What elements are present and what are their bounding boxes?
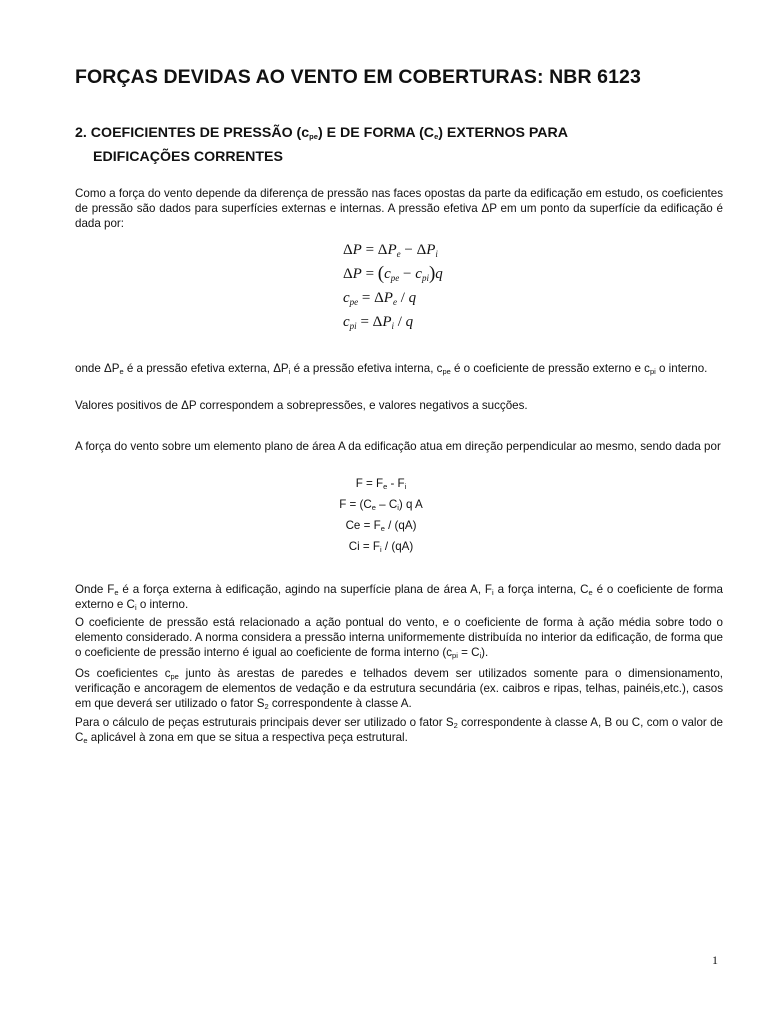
pressure-formulas: [343, 238, 443, 334]
paragraph-intro: Como a força do vento depende da diferença de pressão nas faces opostas da parte da edificação em estudo, os coeficientes de pressão são dados para superfícies externas e internas. A pressão efetiva ΔP em um ponto da superfície da edificação é dada por:: [75, 187, 723, 230]
subscript: pe: [309, 132, 318, 141]
formula-delta-p: $\Delta P = \Delta P_e - \Delta P_i$: [343, 242, 438, 259]
force-formulas: [300, 473, 462, 557]
paragraph-edges: Os coeficientes $c_{pe}$ junto às arestas de paredes e telhados devem ser utilizados somente para o dimensionamento, verificação e ancoragem de elementos de vedação e da estrutura secundária (ex. caibros e ripas, telhas, painéis,etc.), casos em que deverá ser utilizado o fator $S_2$ correspondente à classe A.: [75, 667, 724, 711]
subscript: e: [434, 132, 439, 141]
paragraph-force: A força do vento sobre um elemento plano de área A da edificação atua em direção perpendicular ao mesmo, sendo dada por: [75, 440, 721, 453]
page-number: 1: [712, 953, 718, 967]
formula-cpi: $c_{pi} = \Delta P_i / q$: [343, 314, 414, 331]
formula-cpe: $c_{pe} = \Delta P_e / q$: [343, 290, 417, 307]
section-number: 2.: [75, 125, 87, 141]
formula-force: $F = F_e - F_i$: [355, 477, 407, 491]
section-title-part: COEFICIENTES DE PRESSÃO (c: [90, 125, 310, 141]
formula-delta-p-coefficients: $\Delta P = (c_{pe} - c_{pi})q$: [343, 263, 443, 284]
section-title-part: ) EXTERNOS PARA: [438, 125, 569, 141]
formula-ce: $Ce = F_e / (qA)$: [345, 519, 417, 533]
paragraph-definitions: onde $\Delta P_e$ é a pressão efetiva externa, $\Delta P_i$ é a pressão efetiva interna, $c_{pe}$ é o coeficiente de pressão externo e $c_{pi}$ o interno.: [75, 362, 708, 376]
paragraph-sign-convention: Valores positivos de ΔP correspondem a sobrepressões, e valores negativos a sucções.: [75, 399, 528, 412]
formula-ci: $Ci = F_i / (qA)$: [348, 540, 414, 554]
paragraph-force-definitions: Onde $F_e$ é a força externa à edificação, agindo na superfície plana de área A, $F_i$ a força interna, $C_e$ é o coeficiente de forma externo e $C_i$ o interno.: [75, 583, 724, 612]
paragraph-pressure-vs-form: O coeficiente de pressão está relacionado a ação pontual do vento, e o coeficiente de forma à ação média sobre todo o elemento considerado. A norma considera a pressão interna uniformemente distribuída no interior da edificação, de forma que o coeficiente de pressão interno é igual ao coeficiente de forma interno $(c_{pi} = C_i)$.: [75, 616, 723, 660]
paragraph-structural: Para o cálculo de peças estruturais principais dever ser utilizado o fator $S_2$ correspondente à classe A, B ou C, com o valor de $C_e$ aplicável à zona em que se situa a respectiva peça estrutural.: [75, 716, 723, 745]
formula-force-coefficients: $F = (C_e - C_i)$ q A: [339, 498, 423, 512]
section-heading: [75, 121, 675, 169]
document-title: FORÇAS DEVIDAS AO VENTO EM COBERTURAS: NBR 6123: [75, 66, 641, 88]
section-title-part: ) E DE FORMA (C: [317, 125, 435, 141]
section-title-line2: EDIFICAÇÕES CORRENTES: [93, 149, 283, 165]
